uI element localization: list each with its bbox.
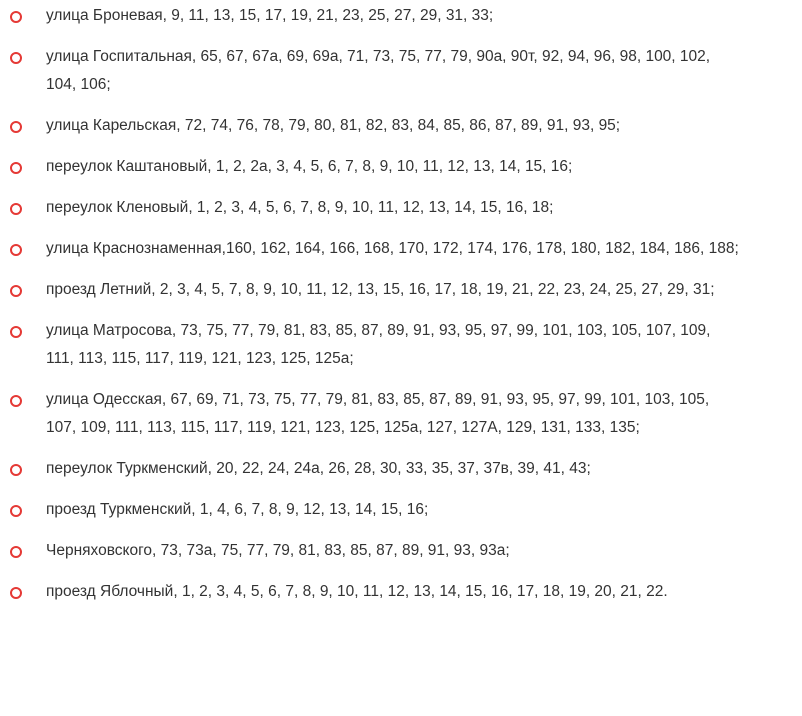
- circle-bullet-icon: [10, 244, 22, 256]
- list-item-lane-klenovyi: [0, 194, 740, 222]
- list-item-street-krasnoznamennaya: [0, 235, 740, 263]
- list-item-lane-turkmenskiy: [0, 455, 740, 483]
- street-text: проезд Яблочный, 1, 2, 3, 4, 5, 6, 7, 8, 9, 10, 11, 12, 13, 14, 15, 16, 17, 18, 19, 20, 21, 22.: [46, 583, 668, 600]
- street-text: Черняховского, 73, 73а, 75, 77, 79, 81, 83, 85, 87, 89, 91, 93, 93а;: [46, 542, 510, 559]
- circle-bullet-icon: [10, 11, 22, 23]
- circle-bullet-icon: [10, 395, 22, 407]
- street-text: переулок Кленовый, 1, 2, 3, 4, 5, 6, 7, 8, 9, 10, 11, 12, 13, 14, 15, 16, 18;: [46, 199, 554, 216]
- circle-bullet-icon: [10, 285, 22, 297]
- street-text: улица Карельская, 72, 74, 76, 78, 79, 80, 81, 82, 83, 84, 85, 86, 87, 89, 91, 93, 95;: [46, 117, 621, 134]
- street-text: улица Одесская, 67, 69, 71, 73, 75, 77, 79, 81, 83, 85, 87, 89, 91, 93, 95, 97, 99, 101, 103, 105, 107, 109, 111, 113, 115, 117, 119, 121, 123, 125, 125а, 127, 127А, 129, 131, 133, 135;: [46, 391, 710, 436]
- circle-bullet-icon: [10, 203, 22, 215]
- list-item-passage-turkmenskiy: [0, 496, 740, 524]
- list-item-street-odesskaya: [0, 386, 740, 442]
- list-item-street-bronevaya: [0, 2, 740, 30]
- circle-bullet-icon: [10, 505, 22, 517]
- street-text: проезд Туркменский, 1, 4, 6, 7, 8, 9, 12, 13, 14, 15, 16;: [46, 501, 429, 518]
- street-text: переулок Туркменский, 20, 22, 24, 24а, 26, 28, 30, 33, 35, 37, 37в, 39, 41, 43;: [46, 460, 591, 477]
- list-item-passage-letniy: [0, 276, 740, 304]
- circle-bullet-icon: [10, 52, 22, 64]
- street-text: улица Матросова, 73, 75, 77, 79, 81, 83, 85, 87, 89, 91, 93, 95, 97, 99, 101, 103, 105, 107, 109, 111, 113, 115, 117, 119, 121, 123, 125, 125а;: [46, 322, 711, 367]
- street-text: проезд Летний, 2, 3, 4, 5, 7, 8, 9, 10, 11, 12, 13, 15, 16, 17, 18, 19, 21, 22, 23, 24, 25, 27, 29, 31;: [46, 281, 715, 298]
- street-list: [0, 2, 740, 606]
- street-text: улица Броневая, 9, 11, 13, 15, 17, 19, 21, 23, 25, 27, 29, 31, 33;: [46, 7, 494, 24]
- circle-bullet-icon: [10, 326, 22, 338]
- list-item-lane-kashtanovyi: [0, 153, 740, 181]
- list-item-street-karelskaya: [0, 112, 740, 140]
- list-item-street-gospitalnaya: [0, 43, 740, 99]
- street-text: улица Краснознаменная,160, 162, 164, 166, 168, 170, 172, 174, 176, 178, 180, 182, 184, 186, 188;: [46, 240, 739, 257]
- circle-bullet-icon: [10, 121, 22, 133]
- circle-bullet-icon: [10, 162, 22, 174]
- circle-bullet-icon: [10, 546, 22, 558]
- list-item-passage-yablochnyi: [0, 578, 740, 606]
- circle-bullet-icon: [10, 587, 22, 599]
- street-text: улица Госпитальная, 65, 67, 67а, 69, 69а, 71, 73, 75, 77, 79, 90а, 90т, 92, 94, 96, 98, 100, 102, 104, 106;: [46, 48, 711, 93]
- list-item-street-matrosova: [0, 317, 740, 373]
- circle-bullet-icon: [10, 464, 22, 476]
- street-text: переулок Каштановый, 1, 2, 2а, 3, 4, 5, 6, 7, 8, 9, 10, 11, 12, 13, 14, 15, 16;: [46, 158, 573, 175]
- list-item-chernyakhovskogo: [0, 537, 740, 565]
